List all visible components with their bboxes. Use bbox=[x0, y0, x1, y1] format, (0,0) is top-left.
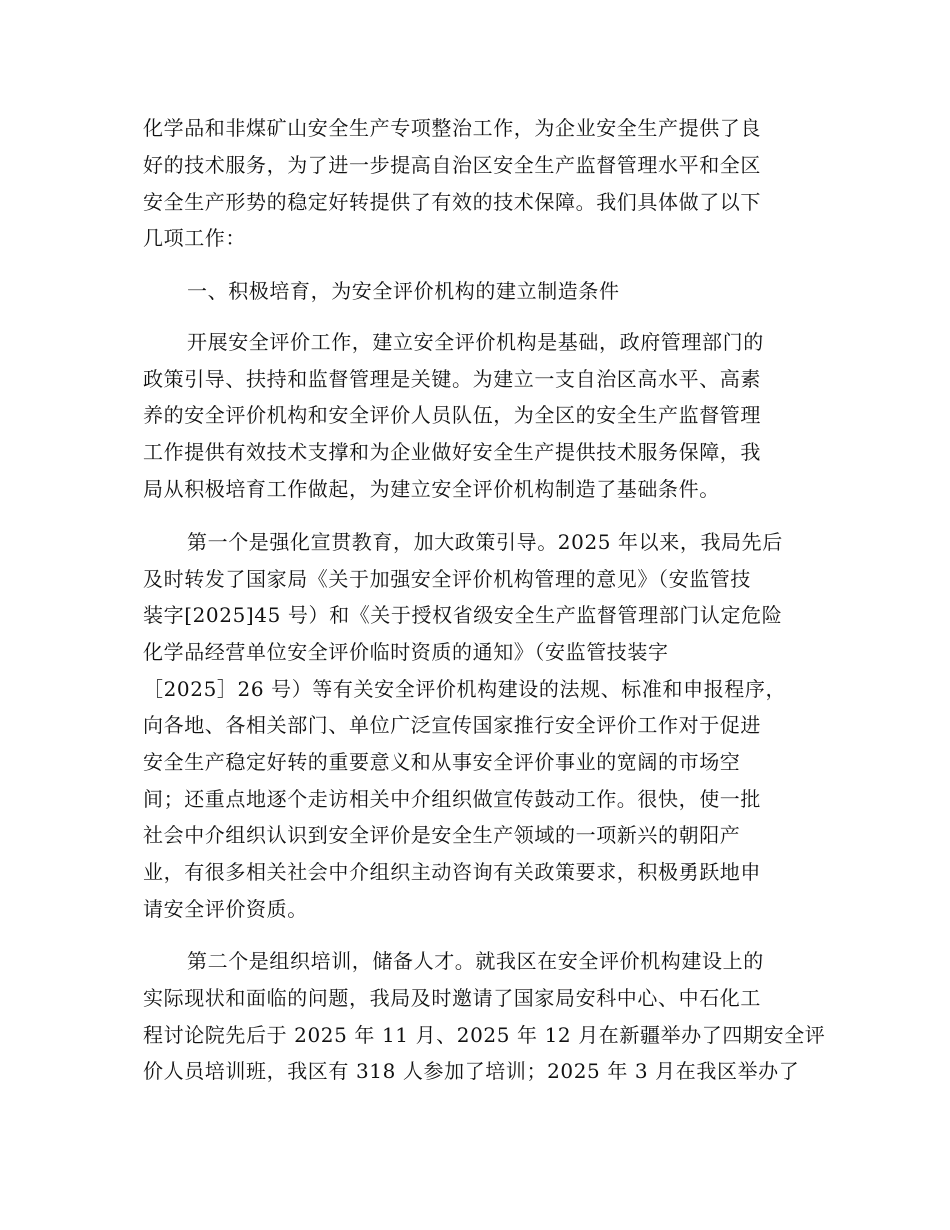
paragraph-line: 局从积极培育工作做起，为建立安全评价机构制造了基础条件。 bbox=[143, 477, 720, 501]
paragraph-line: 安全生产稳定好转的重要意义和从事安全评价事业的宽阔的市场空 bbox=[143, 750, 741, 774]
paragraph-line: 养的安全评价机构和安全评价人员队伍，为全区的安全生产监督管理 bbox=[143, 403, 761, 427]
paragraph-line: 开展安全评价工作，建立安全评价机构是基础，政府管理部门的 bbox=[187, 330, 764, 354]
paragraph-line: 装字[2025]45 号）和《关于授权省级安全生产监督管理部门认定危险 bbox=[143, 603, 783, 627]
paragraph-line: 实际现状和面临的问题，我局及时邀请了国家局安科中心、中石化工 bbox=[143, 986, 761, 1010]
paragraph-line: 安全生产形势的稳定好转提供了有效的技术保障。我们具体做了以下 bbox=[143, 190, 761, 214]
paragraph-line: 社会中介组织认识到安全评价是安全生产领域的一项新兴的朝阳产 bbox=[143, 823, 741, 847]
paragraph-line: 程讨论院先后于 2025 年 11 月、2025 年 12 月在新疆举办了四期安全评 bbox=[143, 1023, 826, 1047]
paragraph-line: 几项工作： bbox=[143, 226, 246, 250]
paragraph-line: 请安全评价资质。 bbox=[143, 897, 308, 921]
paragraph-line: 化学品经营单位安全评价临时资质的通知》（安监管技装字 bbox=[143, 640, 669, 664]
paragraph-line: 价人员培训班，我区有 318 人参加了培训；2025 年 3 月在我区举办了 bbox=[143, 1059, 800, 1083]
section-heading: 一、积极培育，为安全评价机构的建立制造条件 bbox=[187, 279, 620, 303]
paragraph-line: ［2025］26 号）等有关安全评价机构建设的法规、标准和申报程序， bbox=[143, 677, 787, 701]
paragraph-line: 及时转发了国家局《关于加强安全评价机构管理的意见》（安监管技 bbox=[143, 567, 751, 591]
paragraph-line: 向各地、各相关部门、单位广泛宣传国家推行安全评价工作对于促进 bbox=[143, 713, 761, 737]
paragraph-line: 第一个是强化宣贯教育，加大政策引导。2025 年以来，我局先后 bbox=[187, 530, 783, 554]
paragraph-line: 好的技术服务，为了进一步提高自治区安全生产监督管理水平和全区 bbox=[143, 153, 761, 177]
paragraph-line: 化学品和非煤矿山安全生产专项整治工作，为企业安全生产提供了良 bbox=[143, 116, 761, 140]
paragraph-line: 第二个是组织培训，储备人才。就我区在安全评价机构建设上的 bbox=[187, 949, 764, 973]
paragraph-line: 政策引导、扶持和监督管理是关键。为建立一支自治区高水平、高素 bbox=[143, 367, 761, 391]
paragraph-line: 间；还重点地逐个走访相关中介组织做宣传鼓动工作。很快，使一批 bbox=[143, 787, 761, 811]
paragraph-line: 业，有很多相关社会中介组织主动咨询有关政策要求，积极勇跃地申 bbox=[143, 860, 761, 884]
paragraph-line: 工作提供有效技术支撑和为企业做好安全生产提供技术服务保障，我 bbox=[143, 440, 761, 464]
